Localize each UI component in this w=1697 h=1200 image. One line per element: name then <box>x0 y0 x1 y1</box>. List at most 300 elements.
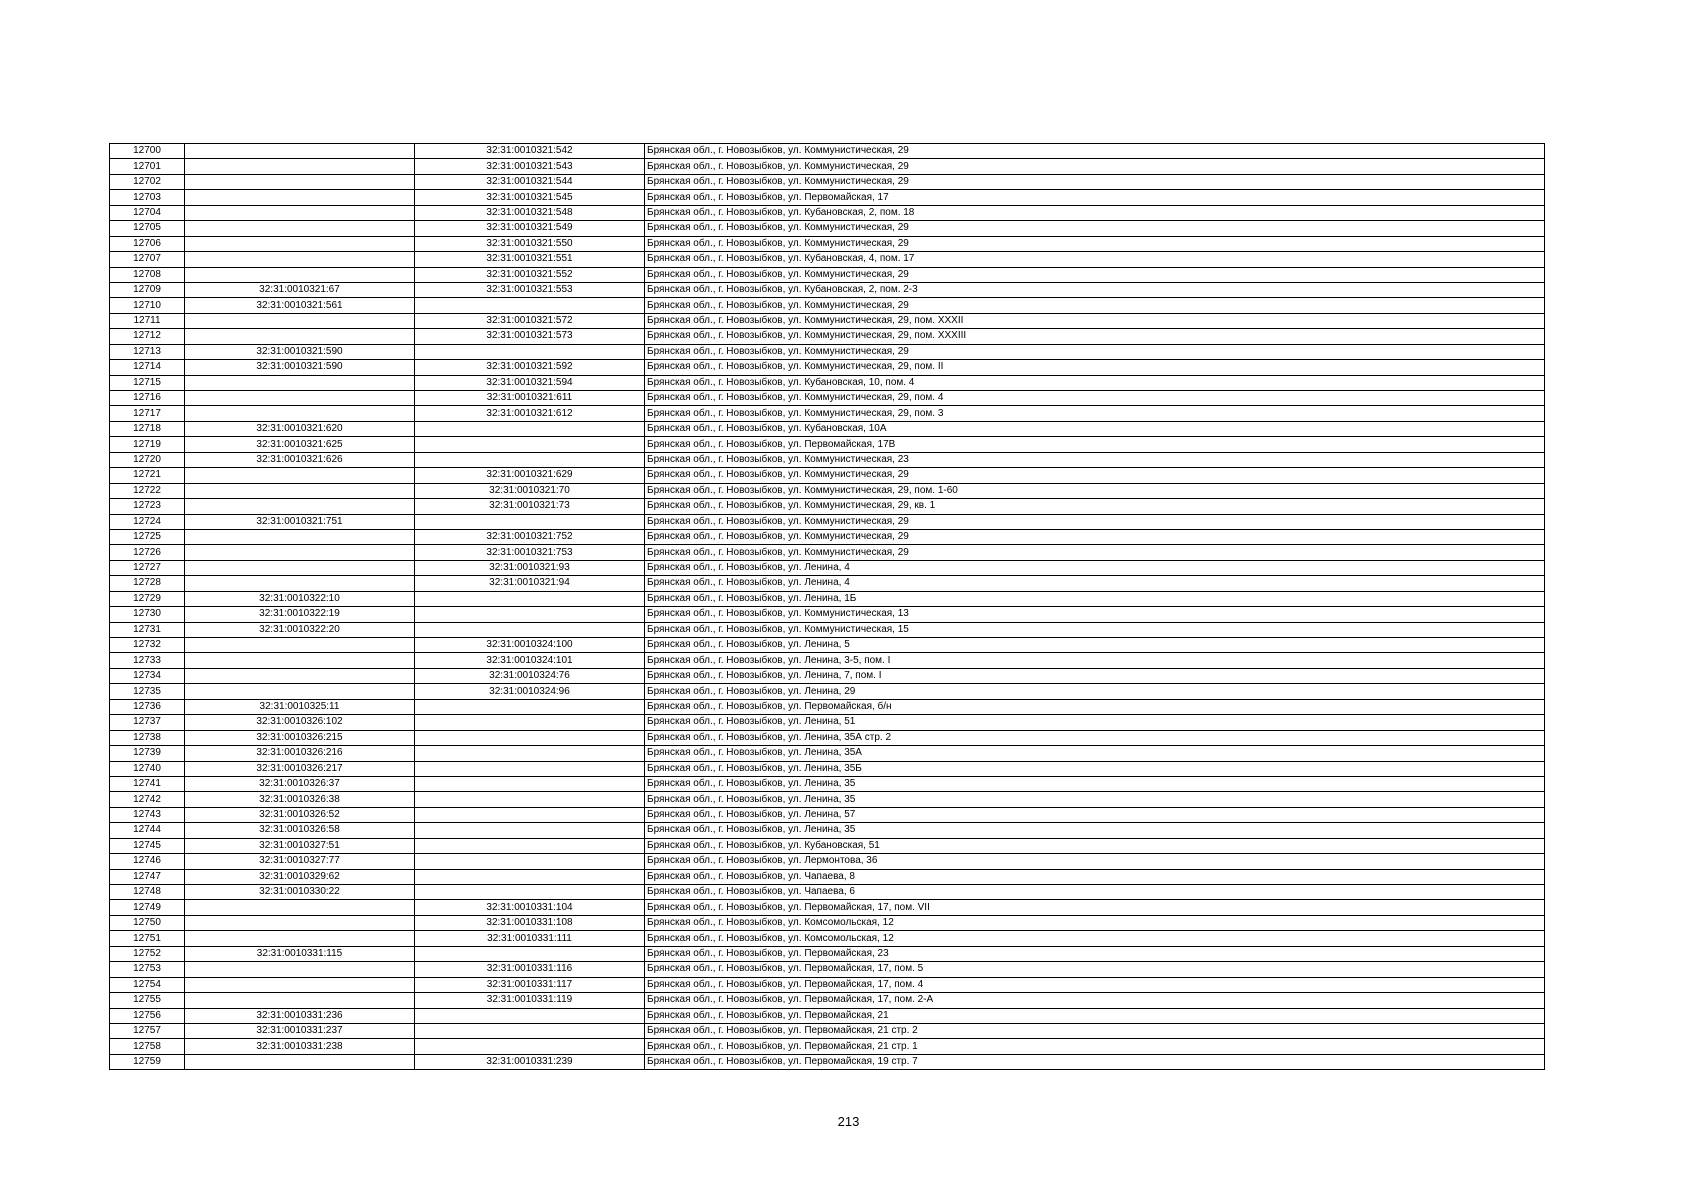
address-cell: Брянская обл., г. Новозыбков, ул. Коммунистическая, 29 <box>645 344 1545 359</box>
row-number-cell: 12748 <box>110 885 185 900</box>
table-row <box>110 560 1545 575</box>
table-row <box>110 761 1545 776</box>
object-cadastral-cell <box>415 437 645 452</box>
land-cadastral-cell: 32:31:0010326:102 <box>185 715 415 730</box>
row-number-cell: 12724 <box>110 514 185 529</box>
row-number-cell: 12710 <box>110 298 185 313</box>
table-row <box>110 406 1545 421</box>
object-cadastral-cell <box>415 792 645 807</box>
address-cell: Брянская обл., г. Новозыбков, ул. Ленина, 29 <box>645 684 1545 699</box>
row-number-cell: 12759 <box>110 1054 185 1069</box>
table-row <box>110 807 1545 822</box>
table-row <box>110 144 1545 159</box>
address-cell: Брянская обл., г. Новозыбков, ул. Коммунистическая, 29 <box>645 221 1545 236</box>
row-number-cell: 12726 <box>110 545 185 560</box>
address-cell: Брянская обл., г. Новозыбков, ул. Коммунистическая, 15 <box>645 622 1545 637</box>
address-cell: Брянская обл., г. Новозыбков, ул. Коммунистическая, 13 <box>645 607 1545 622</box>
table-row <box>110 344 1545 359</box>
object-cadastral-cell <box>415 514 645 529</box>
table-row <box>110 699 1545 714</box>
land-cadastral-cell: 32:31:0010321:561 <box>185 298 415 313</box>
table-row <box>110 360 1545 375</box>
land-cadastral-cell: 32:31:0010326:52 <box>185 807 415 822</box>
table-row <box>110 746 1545 761</box>
object-cadastral-cell: 32:31:0010321:549 <box>415 221 645 236</box>
row-number-cell: 12727 <box>110 560 185 575</box>
row-number-cell: 12750 <box>110 915 185 930</box>
table-row <box>110 993 1545 1008</box>
address-cell: Брянская обл., г. Новозыбков, ул. Первомайская, 21 стр. 1 <box>645 1039 1545 1054</box>
address-cell: Брянская обл., г. Новозыбков, ул. Коммунистическая, 29 <box>645 159 1545 174</box>
table-row <box>110 838 1545 853</box>
object-cadastral-cell: 32:31:0010321:572 <box>415 313 645 328</box>
row-number-cell: 12756 <box>110 1008 185 1023</box>
row-number-cell: 12753 <box>110 962 185 977</box>
address-cell: Брянская обл., г. Новозыбков, ул. Коммунистическая, 29 <box>645 298 1545 313</box>
row-number-cell: 12735 <box>110 684 185 699</box>
land-cadastral-cell <box>185 668 415 683</box>
row-number-cell: 12701 <box>110 159 185 174</box>
address-cell: Брянская обл., г. Новозыбков, ул. Коммунистическая, 29, пом. XXXII <box>645 313 1545 328</box>
row-number-cell: 12736 <box>110 699 185 714</box>
object-cadastral-cell: 32:31:0010324:76 <box>415 668 645 683</box>
address-cell: Брянская обл., г. Новозыбков, ул. Комсомольская, 12 <box>645 915 1545 930</box>
object-cadastral-cell: 32:31:0010321:94 <box>415 576 645 591</box>
row-number-cell: 12700 <box>110 144 185 159</box>
row-number-cell: 12745 <box>110 838 185 853</box>
table-row <box>110 499 1545 514</box>
land-cadastral-cell: 32:31:0010329:62 <box>185 869 415 884</box>
address-cell: Брянская обл., г. Новозыбков, ул. Коммунистическая, 29 <box>645 545 1545 560</box>
table-row <box>110 298 1545 313</box>
land-cadastral-cell: 32:31:0010326:217 <box>185 761 415 776</box>
land-cadastral-cell <box>185 684 415 699</box>
object-cadastral-cell <box>415 1023 645 1038</box>
table-row <box>110 159 1545 174</box>
object-cadastral-cell: 32:31:0010321:73 <box>415 499 645 514</box>
object-cadastral-cell <box>415 591 645 606</box>
row-number-cell: 12730 <box>110 607 185 622</box>
land-cadastral-cell <box>185 468 415 483</box>
object-cadastral-cell: 32:31:0010321:542 <box>415 144 645 159</box>
table-body <box>110 144 1545 1070</box>
land-cadastral-cell: 32:31:0010326:58 <box>185 823 415 838</box>
table-row <box>110 514 1545 529</box>
address-cell: Брянская обл., г. Новозыбков, ул. Коммунистическая, 29 <box>645 236 1545 251</box>
land-cadastral-cell: 32:31:0010327:51 <box>185 838 415 853</box>
row-number-cell: 12731 <box>110 622 185 637</box>
object-cadastral-cell <box>415 344 645 359</box>
object-cadastral-cell: 32:31:0010321:611 <box>415 391 645 406</box>
table-row <box>110 545 1545 560</box>
object-cadastral-cell <box>415 730 645 745</box>
row-number-cell: 12720 <box>110 452 185 467</box>
address-cell: Брянская обл., г. Новозыбков, ул. Первомайская, 19 стр. 7 <box>645 1054 1545 1069</box>
address-cell: Брянская обл., г. Новозыбков, ул. Кубановская, 4, пом. 17 <box>645 252 1545 267</box>
land-cadastral-cell: 32:31:0010330:22 <box>185 885 415 900</box>
table-row <box>110 977 1545 992</box>
address-cell: Брянская обл., г. Новозыбков, ул. Первомайская, 21 <box>645 1008 1545 1023</box>
object-cadastral-cell: 32:31:0010321:544 <box>415 174 645 189</box>
row-number-cell: 12758 <box>110 1039 185 1054</box>
table-row <box>110 1039 1545 1054</box>
land-cadastral-cell: 32:31:0010326:37 <box>185 776 415 791</box>
land-cadastral-cell <box>185 174 415 189</box>
records-table <box>109 143 1545 1070</box>
object-cadastral-cell: 32:31:0010331:239 <box>415 1054 645 1069</box>
row-number-cell: 12739 <box>110 746 185 761</box>
land-cadastral-cell: 32:31:0010325:11 <box>185 699 415 714</box>
row-number-cell: 12741 <box>110 776 185 791</box>
object-cadastral-cell: 32:31:0010324:101 <box>415 653 645 668</box>
land-cadastral-cell <box>185 545 415 560</box>
address-cell: Брянская обл., г. Новозыбков, ул. Ленина, 57 <box>645 807 1545 822</box>
object-cadastral-cell: 32:31:0010321:753 <box>415 545 645 560</box>
land-cadastral-cell: 32:31:0010327:77 <box>185 854 415 869</box>
object-cadastral-cell <box>415 1008 645 1023</box>
land-cadastral-cell: 32:31:0010321:626 <box>185 452 415 467</box>
row-number-cell: 12734 <box>110 668 185 683</box>
address-cell: Брянская обл., г. Новозыбков, ул. Кубановская, 2, пом. 18 <box>645 205 1545 220</box>
address-cell: Брянская обл., г. Новозыбков, ул. Первомайская, 23 <box>645 946 1545 961</box>
object-cadastral-cell: 32:31:0010321:543 <box>415 159 645 174</box>
page-number: 213 <box>837 1114 860 1129</box>
address-cell: Брянская обл., г. Новозыбков, ул. Коммунистическая, 29 <box>645 267 1545 282</box>
object-cadastral-cell: 32:31:0010321:594 <box>415 375 645 390</box>
row-number-cell: 12711 <box>110 313 185 328</box>
table-row <box>110 730 1545 745</box>
land-cadastral-cell: 32:31:0010331:237 <box>185 1023 415 1038</box>
table-row <box>110 1008 1545 1023</box>
object-cadastral-cell: 32:31:0010324:96 <box>415 684 645 699</box>
address-cell: Брянская обл., г. Новозыбков, ул. Первомайская, б/н <box>645 699 1545 714</box>
object-cadastral-cell <box>415 869 645 884</box>
land-cadastral-cell: 32:31:0010331:115 <box>185 946 415 961</box>
address-cell: Брянская обл., г. Новозыбков, ул. Коммунистическая, 29, пом. 4 <box>645 391 1545 406</box>
row-number-cell: 12746 <box>110 854 185 869</box>
address-cell: Брянская обл., г. Новозыбков, ул. Первомайская, 17 <box>645 190 1545 205</box>
row-number-cell: 12717 <box>110 406 185 421</box>
row-number-cell: 12744 <box>110 823 185 838</box>
row-number-cell: 12752 <box>110 946 185 961</box>
address-cell: Брянская обл., г. Новозыбков, ул. Первомайская, 17В <box>645 437 1545 452</box>
table-row <box>110 576 1545 591</box>
object-cadastral-cell: 32:31:0010321:545 <box>415 190 645 205</box>
object-cadastral-cell: 32:31:0010321:552 <box>415 267 645 282</box>
table-row <box>110 236 1545 251</box>
row-number-cell: 12709 <box>110 282 185 297</box>
address-cell: Брянская обл., г. Новозыбков, ул. Ленина, 35А <box>645 746 1545 761</box>
row-number-cell: 12751 <box>110 931 185 946</box>
row-number-cell: 12747 <box>110 869 185 884</box>
row-number-cell: 12713 <box>110 344 185 359</box>
table-row <box>110 452 1545 467</box>
object-cadastral-cell: 32:31:0010331:119 <box>415 993 645 1008</box>
row-number-cell: 12742 <box>110 792 185 807</box>
row-number-cell: 12757 <box>110 1023 185 1038</box>
address-cell: Брянская обл., г. Новозыбков, ул. Первомайская, 17, пом. VII <box>645 900 1545 915</box>
land-cadastral-cell <box>185 900 415 915</box>
table-row <box>110 684 1545 699</box>
land-cadastral-cell: 32:31:0010331:236 <box>185 1008 415 1023</box>
row-number-cell: 12721 <box>110 468 185 483</box>
table-row <box>110 1023 1545 1038</box>
land-cadastral-cell: 32:31:0010321:67 <box>185 282 415 297</box>
address-cell: Брянская обл., г. Новозыбков, ул. Первомайская, 17, пом. 5 <box>645 962 1545 977</box>
land-cadastral-cell <box>185 236 415 251</box>
land-cadastral-cell: 32:31:0010321:625 <box>185 437 415 452</box>
address-cell: Брянская обл., г. Новозыбков, ул. Ленина, 35 <box>645 823 1545 838</box>
land-cadastral-cell <box>185 406 415 421</box>
row-number-cell: 12703 <box>110 190 185 205</box>
land-cadastral-cell <box>185 144 415 159</box>
row-number-cell: 12733 <box>110 653 185 668</box>
row-number-cell: 12740 <box>110 761 185 776</box>
table-row <box>110 468 1545 483</box>
address-cell: Брянская обл., г. Новозыбков, ул. Первомайская, 21 стр. 2 <box>645 1023 1545 1038</box>
address-cell: Брянская обл., г. Новозыбков, ул. Коммунистическая, 29 <box>645 174 1545 189</box>
row-number-cell: 12723 <box>110 499 185 514</box>
address-cell: Брянская обл., г. Новозыбков, ул. Коммунистическая, 29, пом. XXXIII <box>645 329 1545 344</box>
address-cell: Брянская обл., г. Новозыбков, ул. Ленина, 35А стр. 2 <box>645 730 1545 745</box>
object-cadastral-cell <box>415 607 645 622</box>
land-cadastral-cell <box>185 1054 415 1069</box>
table-row <box>110 668 1545 683</box>
land-cadastral-cell: 32:31:0010331:238 <box>185 1039 415 1054</box>
row-number-cell: 12729 <box>110 591 185 606</box>
address-cell: Брянская обл., г. Новозыбков, ул. Первомайская, 17, пом. 4 <box>645 977 1545 992</box>
table-row <box>110 190 1545 205</box>
table-row <box>110 1054 1545 1069</box>
land-cadastral-cell <box>185 252 415 267</box>
address-cell: Брянская обл., г. Новозыбков, ул. Комсомольская, 12 <box>645 931 1545 946</box>
address-cell: Брянская обл., г. Новозыбков, ул. Коммунистическая, 29, кв. 1 <box>645 499 1545 514</box>
land-cadastral-cell <box>185 313 415 328</box>
row-number-cell: 12708 <box>110 267 185 282</box>
table-row <box>110 174 1545 189</box>
table-row <box>110 375 1545 390</box>
table-row <box>110 854 1545 869</box>
row-number-cell: 12705 <box>110 221 185 236</box>
table-row <box>110 946 1545 961</box>
address-cell: Брянская обл., г. Новозыбков, ул. Ленина, 7, пом. I <box>645 668 1545 683</box>
land-cadastral-cell: 32:31:0010321:620 <box>185 421 415 436</box>
land-cadastral-cell <box>185 931 415 946</box>
object-cadastral-cell: 32:31:0010321:70 <box>415 483 645 498</box>
object-cadastral-cell <box>415 885 645 900</box>
object-cadastral-cell <box>415 622 645 637</box>
address-cell: Брянская обл., г. Новозыбков, ул. Ленина, 51 <box>645 715 1545 730</box>
land-cadastral-cell: 32:31:0010321:590 <box>185 360 415 375</box>
object-cadastral-cell: 32:31:0010331:116 <box>415 962 645 977</box>
land-cadastral-cell <box>185 221 415 236</box>
land-cadastral-cell <box>185 375 415 390</box>
object-cadastral-cell: 32:31:0010321:550 <box>415 236 645 251</box>
table-row <box>110 282 1545 297</box>
table-row <box>110 421 1545 436</box>
address-cell: Брянская обл., г. Новозыбков, ул. Кубановская, 10А <box>645 421 1545 436</box>
table-row <box>110 900 1545 915</box>
land-cadastral-cell <box>185 653 415 668</box>
row-number-cell: 12702 <box>110 174 185 189</box>
object-cadastral-cell: 32:31:0010321:553 <box>415 282 645 297</box>
land-cadastral-cell <box>185 499 415 514</box>
table-row <box>110 653 1545 668</box>
address-cell: Брянская обл., г. Новозыбков, ул. Коммунистическая, 29, пом. 1-60 <box>645 483 1545 498</box>
table-row <box>110 221 1545 236</box>
object-cadastral-cell: 32:31:0010321:752 <box>415 529 645 544</box>
object-cadastral-cell <box>415 699 645 714</box>
address-cell: Брянская обл., г. Новозыбков, ул. Лермонтова, 36 <box>645 854 1545 869</box>
table-row <box>110 931 1545 946</box>
address-cell: Брянская обл., г. Новозыбков, ул. Коммунистическая, 29 <box>645 529 1545 544</box>
row-number-cell: 12738 <box>110 730 185 745</box>
address-cell: Брянская обл., г. Новозыбков, ул. Кубановская, 51 <box>645 838 1545 853</box>
object-cadastral-cell <box>415 452 645 467</box>
row-number-cell: 12719 <box>110 437 185 452</box>
row-number-cell: 12754 <box>110 977 185 992</box>
row-number-cell: 12732 <box>110 638 185 653</box>
table-row <box>110 776 1545 791</box>
address-cell: Брянская обл., г. Новозыбков, ул. Ленина, 35Б <box>645 761 1545 776</box>
table-row <box>110 267 1545 282</box>
land-cadastral-cell <box>185 962 415 977</box>
land-cadastral-cell: 32:31:0010321:590 <box>185 344 415 359</box>
land-cadastral-cell <box>185 267 415 282</box>
address-cell: Брянская обл., г. Новозыбков, ул. Ленина, 5 <box>645 638 1545 653</box>
land-cadastral-cell <box>185 159 415 174</box>
row-number-cell: 12715 <box>110 375 185 390</box>
land-cadastral-cell: 32:31:0010321:751 <box>185 514 415 529</box>
row-number-cell: 12716 <box>110 391 185 406</box>
land-cadastral-cell <box>185 205 415 220</box>
land-cadastral-cell: 32:31:0010326:38 <box>185 792 415 807</box>
object-cadastral-cell <box>415 776 645 791</box>
table-row <box>110 915 1545 930</box>
land-cadastral-cell: 32:31:0010322:10 <box>185 591 415 606</box>
table-row <box>110 391 1545 406</box>
address-cell: Брянская обл., г. Новозыбков, ул. Ленина, 35 <box>645 776 1545 791</box>
object-cadastral-cell: 32:31:0010321:629 <box>415 468 645 483</box>
table-row <box>110 792 1545 807</box>
object-cadastral-cell <box>415 823 645 838</box>
address-cell: Брянская обл., г. Новозыбков, ул. Коммунистическая, 29 <box>645 514 1545 529</box>
object-cadastral-cell: 32:31:0010321:93 <box>415 560 645 575</box>
table-row <box>110 715 1545 730</box>
row-number-cell: 12725 <box>110 529 185 544</box>
land-cadastral-cell <box>185 638 415 653</box>
table-row <box>110 483 1545 498</box>
address-cell: Брянская обл., г. Новозыбков, ул. Чапаева, 8 <box>645 869 1545 884</box>
address-cell: Брянская обл., г. Новозыбков, ул. Коммунистическая, 23 <box>645 452 1545 467</box>
address-cell: Брянская обл., г. Новозыбков, ул. Ленина, 1Б <box>645 591 1545 606</box>
address-cell: Брянская обл., г. Новозыбков, ул. Коммунистическая, 29 <box>645 468 1545 483</box>
row-number-cell: 12704 <box>110 205 185 220</box>
row-number-cell: 12749 <box>110 900 185 915</box>
table-row <box>110 823 1545 838</box>
row-number-cell: 12743 <box>110 807 185 822</box>
object-cadastral-cell <box>415 761 645 776</box>
object-cadastral-cell <box>415 838 645 853</box>
object-cadastral-cell <box>415 421 645 436</box>
address-cell: Брянская обл., г. Новозыбков, ул. Кубановская, 10, пом. 4 <box>645 375 1545 390</box>
row-number-cell: 12728 <box>110 576 185 591</box>
table-row <box>110 437 1545 452</box>
land-cadastral-cell <box>185 977 415 992</box>
object-cadastral-cell: 32:31:0010331:117 <box>415 977 645 992</box>
table-row <box>110 869 1545 884</box>
object-cadastral-cell: 32:31:0010321:573 <box>415 329 645 344</box>
land-cadastral-cell <box>185 576 415 591</box>
object-cadastral-cell: 32:31:0010324:100 <box>415 638 645 653</box>
table-row <box>110 885 1545 900</box>
row-number-cell: 12714 <box>110 360 185 375</box>
address-cell: Брянская обл., г. Новозыбков, ул. Коммунистическая, 29 <box>645 144 1545 159</box>
address-cell: Брянская обл., г. Новозыбков, ул. Ленина, 4 <box>645 576 1545 591</box>
object-cadastral-cell: 32:31:0010331:111 <box>415 931 645 946</box>
row-number-cell: 12706 <box>110 236 185 251</box>
object-cadastral-cell: 32:31:0010321:551 <box>415 252 645 267</box>
land-cadastral-cell <box>185 391 415 406</box>
table-row <box>110 205 1545 220</box>
object-cadastral-cell <box>415 298 645 313</box>
table-row <box>110 622 1545 637</box>
table-row <box>110 529 1545 544</box>
address-cell: Брянская обл., г. Новозыбков, ул. Ленина, 3-5, пом. I <box>645 653 1545 668</box>
table-row <box>110 607 1545 622</box>
land-cadastral-cell: 32:31:0010322:19 <box>185 607 415 622</box>
address-cell: Брянская обл., г. Новозыбков, ул. Чапаева, 6 <box>645 885 1545 900</box>
object-cadastral-cell: 32:31:0010331:104 <box>415 900 645 915</box>
object-cadastral-cell: 32:31:0010321:612 <box>415 406 645 421</box>
object-cadastral-cell <box>415 1039 645 1054</box>
table-row <box>110 962 1545 977</box>
row-number-cell: 12755 <box>110 993 185 1008</box>
address-cell: Брянская обл., г. Новозыбков, ул. Первомайская, 17, пом. 2-А <box>645 993 1545 1008</box>
address-cell: Брянская обл., г. Новозыбков, ул. Ленина, 35 <box>645 792 1545 807</box>
land-cadastral-cell <box>185 560 415 575</box>
row-number-cell: 12737 <box>110 715 185 730</box>
table-row <box>110 313 1545 328</box>
land-cadastral-cell: 32:31:0010326:215 <box>185 730 415 745</box>
land-cadastral-cell <box>185 483 415 498</box>
object-cadastral-cell: 32:31:0010321:548 <box>415 205 645 220</box>
object-cadastral-cell: 32:31:0010331:108 <box>415 915 645 930</box>
object-cadastral-cell <box>415 746 645 761</box>
object-cadastral-cell: 32:31:0010321:592 <box>415 360 645 375</box>
land-cadastral-cell <box>185 915 415 930</box>
land-cadastral-cell: 32:31:0010322:20 <box>185 622 415 637</box>
address-cell: Брянская обл., г. Новозыбков, ул. Коммунистическая, 29, пом. II <box>645 360 1545 375</box>
address-cell: Брянская обл., г. Новозыбков, ул. Ленина, 4 <box>645 560 1545 575</box>
table-row <box>110 638 1545 653</box>
land-cadastral-cell <box>185 329 415 344</box>
table-row <box>110 329 1545 344</box>
object-cadastral-cell <box>415 854 645 869</box>
row-number-cell: 12718 <box>110 421 185 436</box>
row-number-cell: 12712 <box>110 329 185 344</box>
address-cell: Брянская обл., г. Новозыбков, ул. Коммунистическая, 29, пом. 3 <box>645 406 1545 421</box>
address-cell: Брянская обл., г. Новозыбков, ул. Кубановская, 2, пом. 2-3 <box>645 282 1545 297</box>
land-cadastral-cell <box>185 529 415 544</box>
object-cadastral-cell <box>415 715 645 730</box>
land-cadastral-cell <box>185 993 415 1008</box>
table-row <box>110 252 1545 267</box>
land-cadastral-cell: 32:31:0010326:216 <box>185 746 415 761</box>
table-row <box>110 591 1545 606</box>
row-number-cell: 12707 <box>110 252 185 267</box>
object-cadastral-cell <box>415 807 645 822</box>
